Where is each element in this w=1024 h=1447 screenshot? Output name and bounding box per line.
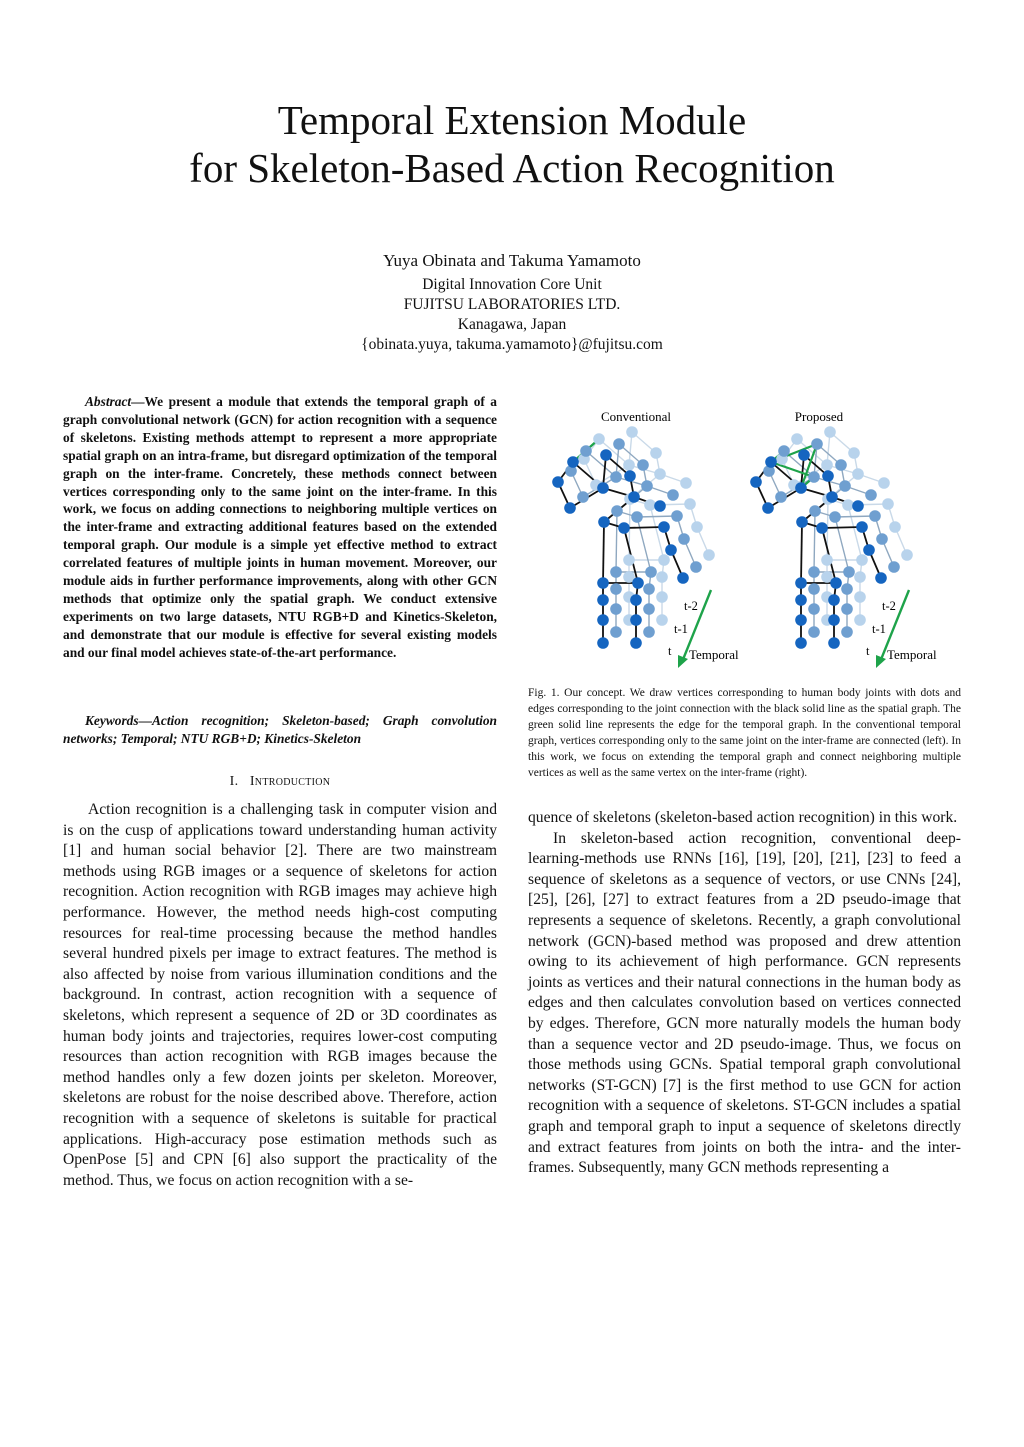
joint-vertex-t1 (888, 561, 900, 573)
joint-vertex-t (830, 577, 842, 589)
spatial-edge-t1 (814, 511, 815, 572)
section-heading-introduction (63, 774, 497, 790)
joint-vertex-t (795, 577, 807, 589)
joint-vertex-t2 (842, 499, 854, 511)
joint-vertex-t (628, 491, 640, 503)
spatial-edge-t2 (848, 505, 862, 560)
joint-vertex-t1 (843, 566, 855, 578)
figure-1-caption: Fig. 1. Our concept. We draw vertices corresponding to human body joints with dots and edges corresponding to the joint connection with the black solid line as the spatial graph. The green solid line represents the edge for the temporal graph. In the conventional temporal graph, vertices corresponding only to the same joint on the inter-frame are connected (left). In this work, we focus on extending the temporal graph and connect neighboring multiple vertices as well as the same vertex on the inter-frame (right). (528, 687, 961, 779)
joint-vertex-t2 (882, 498, 894, 510)
joint-vertex-t2 (878, 477, 890, 489)
joint-vertex-t (828, 594, 840, 606)
affiliation-unit: Digital Innovation Core Unit (422, 276, 602, 293)
label-conventional: Conventional (600, 409, 672, 424)
joint-vertex-t1 (643, 626, 655, 638)
spatial-edge-t1 (616, 511, 617, 572)
joint-vertex-t (795, 594, 807, 606)
joint-vertex-t1 (671, 510, 683, 522)
label-temporal-right: Temporal (887, 647, 937, 662)
joint-vertex-t1 (808, 603, 820, 615)
joint-vertex-t (750, 476, 762, 488)
spatial-edge-t1 (835, 517, 849, 572)
joint-vertex-t1 (839, 480, 851, 492)
label-temporal-left: Temporal (689, 647, 739, 662)
joint-vertex-t2 (680, 477, 692, 489)
joint-vertex-t (654, 500, 666, 512)
joint-vertex-t2 (656, 614, 668, 626)
spatial-edge-t (801, 522, 802, 583)
joint-vertex-t (658, 521, 670, 533)
joint-vertex-t1 (611, 505, 623, 517)
joint-vertex-t1 (678, 533, 690, 545)
joint-vertex-t2 (644, 499, 656, 511)
joint-vertex-t (856, 521, 868, 533)
joint-vertex-t1 (835, 459, 847, 471)
joint-vertex-t (632, 577, 644, 589)
joint-vertex-t2 (791, 433, 803, 445)
joint-vertex-t1 (841, 603, 853, 615)
joint-vertex-t1 (808, 583, 820, 595)
joint-vertex-t2 (854, 614, 866, 626)
joint-vertex-t2 (658, 554, 670, 566)
joint-vertex-t (597, 637, 609, 649)
joint-vertex-t (630, 614, 642, 626)
joint-vertex-t (567, 456, 579, 468)
joint-vertex-t (597, 577, 609, 589)
joint-vertex-t1 (631, 511, 643, 523)
spatial-edge-t (603, 522, 604, 583)
joint-vertex-t2 (852, 468, 864, 480)
joint-vertex-t2 (703, 549, 715, 561)
joint-vertex-t1 (580, 445, 592, 457)
joint-vertex-t1 (690, 561, 702, 573)
joint-vertex-t1 (808, 626, 820, 638)
label-t-right: t (866, 644, 870, 658)
joint-vertex-t (816, 522, 828, 534)
joint-vertex-t (828, 637, 840, 649)
joint-vertex-t1 (869, 510, 881, 522)
joint-vertex-t (597, 614, 609, 626)
joint-vertex-t (630, 594, 642, 606)
label-t2-right: t-2 (882, 599, 896, 613)
joint-vertex-t2 (593, 433, 605, 445)
spatial-edge-t1 (637, 516, 677, 517)
joint-vertex-t1 (641, 480, 653, 492)
spatial-edge-t1 (637, 517, 651, 572)
paper-title (0, 96, 1024, 192)
spatial-edge-t1 (835, 516, 875, 517)
joint-vertex-t2 (623, 554, 635, 566)
joint-vertex-t1 (643, 603, 655, 615)
joint-vertex-t1 (778, 445, 790, 457)
joint-vertex-t1 (829, 511, 841, 523)
joint-vertex-t (795, 637, 807, 649)
joint-vertex-t (798, 449, 810, 461)
title-line-2: for Skeleton-Based Action Recognition (189, 145, 835, 191)
figure-1 (528, 400, 962, 680)
joint-vertex-t2 (684, 498, 696, 510)
joint-vertex-t2 (889, 521, 901, 533)
joint-vertex-t (795, 614, 807, 626)
joint-vertex-t2 (821, 459, 833, 471)
joint-vertex-t (795, 482, 807, 494)
joint-vertex-t (600, 449, 612, 461)
joint-vertex-t (822, 470, 834, 482)
joint-vertex-t1 (610, 626, 622, 638)
joint-vertex-t1 (876, 533, 888, 545)
joint-vertex-t1 (775, 491, 787, 503)
joint-vertex-t1 (610, 471, 622, 483)
joint-vertex-t2 (650, 447, 662, 459)
joint-vertex-t1 (577, 491, 589, 503)
joint-vertex-t (677, 572, 689, 584)
right-paragraph-1: quence of skeletons (skeleton-based action recognition) in this work. (528, 809, 958, 826)
section-number: I. (229, 774, 239, 789)
abstract-label: Abstract (85, 394, 132, 409)
joint-vertex-t1 (610, 603, 622, 615)
joint-vertex-t (826, 491, 838, 503)
joint-vertex-t2 (848, 447, 860, 459)
joint-vertex-t (630, 637, 642, 649)
right-paragraph-2: In skeleton-based action recognition, conventional deep-learning-methods use RNNs [16], [19], [20], [21], [23] to feed a sequence of skeletons as a sequence of vectors, or use CNNs [24], [25], [26], [27] to extract features from a 2D pseudo-image that represents a sequence of skeletons. Recently, a graph convolutional network (GCN)-based method was proposed and drew attention owing to its achievement of high performance. GCN represents joints as vertices and their natural connections in the human body as edges and then calculates convolution based on vertices connected by edges. Therefore, GCN more naturally models the human body than a sequence vector and 2D pseudo-image. Thus, we focus on those methods using GCNs. Spatial temporal graph convolutional networks (ST-GCN) [7] is the first method to use GCN for action recognition with a sequence of skeletons. ST-GCN includes a spatial graph and temporal graph to input a sequence of skeletons directly and extract features from joints on both the intra- and the inter-frames. Subsequently, many GCN methods representing a (528, 829, 961, 1177)
author-emails: {obinata.yuya, takuma.yamamoto}@fujitsu.com (361, 336, 663, 353)
joint-vertex-t1 (841, 626, 853, 638)
joint-vertex-t (618, 522, 630, 534)
joint-vertex-t1 (808, 566, 820, 578)
author-names: Yuya Obinata and Takuma Yamamoto (383, 251, 641, 270)
label-t-left: t (668, 644, 672, 658)
joint-vertex-t2 (691, 521, 703, 533)
joint-vertex-t1 (610, 583, 622, 595)
joint-vertex-t (828, 614, 840, 626)
joint-vertex-t2 (854, 591, 866, 603)
joint-vertex-t (762, 502, 774, 514)
joint-vertex-t1 (809, 505, 821, 517)
joint-vertex-t1 (667, 489, 679, 501)
joint-vertex-t (796, 516, 808, 528)
section-title: Introduction (249, 774, 331, 789)
spatial-edge-t (822, 527, 862, 528)
joint-vertex-t1 (645, 566, 657, 578)
skeleton-proposed (750, 426, 913, 649)
label-t1-left: t-1 (674, 622, 688, 636)
label-proposed: Proposed (794, 409, 844, 424)
joint-vertex-t (875, 572, 887, 584)
joint-vertex-t2 (824, 426, 836, 438)
skeleton-conventional (552, 426, 715, 649)
joint-vertex-t (665, 544, 677, 556)
joint-vertex-t2 (656, 571, 668, 583)
joint-vertex-t2 (623, 459, 635, 471)
joint-vertex-t2 (854, 571, 866, 583)
abstract-text: —We present a module that extends the temporal graph of a graph convolutional network (GCN) for action recognition with a sequence of skeletons. Existing methods attempt to represent a more appropriate spatial graph on an intra-frame, but disregard optimization of the temporal graph on the inter-frame. Concretely, these methods connect between vertices corresponding only to the same joint on the inter-frame. In this work, we focus on adding connections to neighboring multiple vertices on the inter-frame and extracting additional features based on the extended temporal graph. Our module is a simple yet effective method to extract correlated features of multiple joints in human movement. Moreover, our module aids in further performance improvements, along with other GCN methods that optimize only the spatial graph. We conduct extensive experiments on two large datasets, NTU RGB+D and Kinetics-Skeleton, and demonstrate that our module is effective for several existing models and our final model achieves state-of-the-art performance. (63, 394, 497, 660)
joint-vertex-t (597, 594, 609, 606)
label-t1-right: t-1 (872, 622, 886, 636)
joint-vertex-t2 (901, 549, 913, 561)
joint-vertex-t (598, 516, 610, 528)
joint-vertex-t2 (656, 591, 668, 603)
introduction-body (63, 800, 497, 1191)
spatial-edge-t2 (650, 505, 664, 560)
keywords: Keywords—Action recognition; Skeleton-based; Graph convolution networks; Temporal; NTU RGB+D; Kinetics-Skeleton (63, 713, 497, 746)
joint-vertex-t1 (637, 459, 649, 471)
joint-vertex-t2 (626, 426, 638, 438)
joint-vertex-t2 (654, 468, 666, 480)
joint-vertex-t (552, 476, 564, 488)
joint-vertex-t (765, 456, 777, 468)
joint-vertex-t1 (613, 438, 625, 450)
abstract (63, 393, 497, 662)
joint-vertex-t1 (865, 489, 877, 501)
label-t2-left: t-2 (684, 599, 698, 613)
joint-vertex-t1 (610, 566, 622, 578)
joint-vertex-t1 (811, 438, 823, 450)
spatial-edge-t (624, 527, 664, 528)
joint-vertex-t2 (821, 554, 833, 566)
joint-vertex-t (624, 470, 636, 482)
affiliation-org: FUJITSU LABORATORIES LTD. (403, 296, 621, 313)
title-line-1: Temporal Extension Module (277, 97, 747, 143)
intro-paragraph-1: Action recognition is a challenging task in computer vision and is on the cusp of applications toward understanding human activity [1] and human social behavior [2]. There are two mainstream methods using RGB images or a sequence of skeletons for action recognition. Action recognition with RGB images may achieve high performance. However, the method needs high-cost computing resources for real-time processing because the method handles several hundred pixels per image to extract features. The method is also affected by noise from various illumination conditions and the background. In contrast, action recognition with a sequence of skeletons, which represent a sequence of 2D or 3D coordinates as human body joints and trajectories, requires lower-cost computing resources than action recognition with RGB images because the method handles only a few dozen joints per skeleton. Moreover, skeletons are robust for the noise described above. Therefore, action recognition with a sequence of skeletons is suitable for practical applications. High-accuracy pose estimation methods such as OpenPose [5] and CPN [6] also support the practicality of the method. Thus, we focus on action recognition with a se- (63, 801, 497, 1189)
right-column-body (528, 808, 961, 1179)
joint-vertex-t (597, 482, 609, 494)
author-block (0, 250, 1024, 355)
joint-vertex-t2 (856, 554, 868, 566)
joint-vertex-t (564, 502, 576, 514)
joint-vertex-t1 (841, 583, 853, 595)
joint-vertex-t1 (643, 583, 655, 595)
joint-vertex-t (863, 544, 875, 556)
affiliation-location: Kanagawa, Japan (457, 316, 567, 333)
joint-vertex-t1 (808, 471, 820, 483)
joint-vertex-t (852, 500, 864, 512)
